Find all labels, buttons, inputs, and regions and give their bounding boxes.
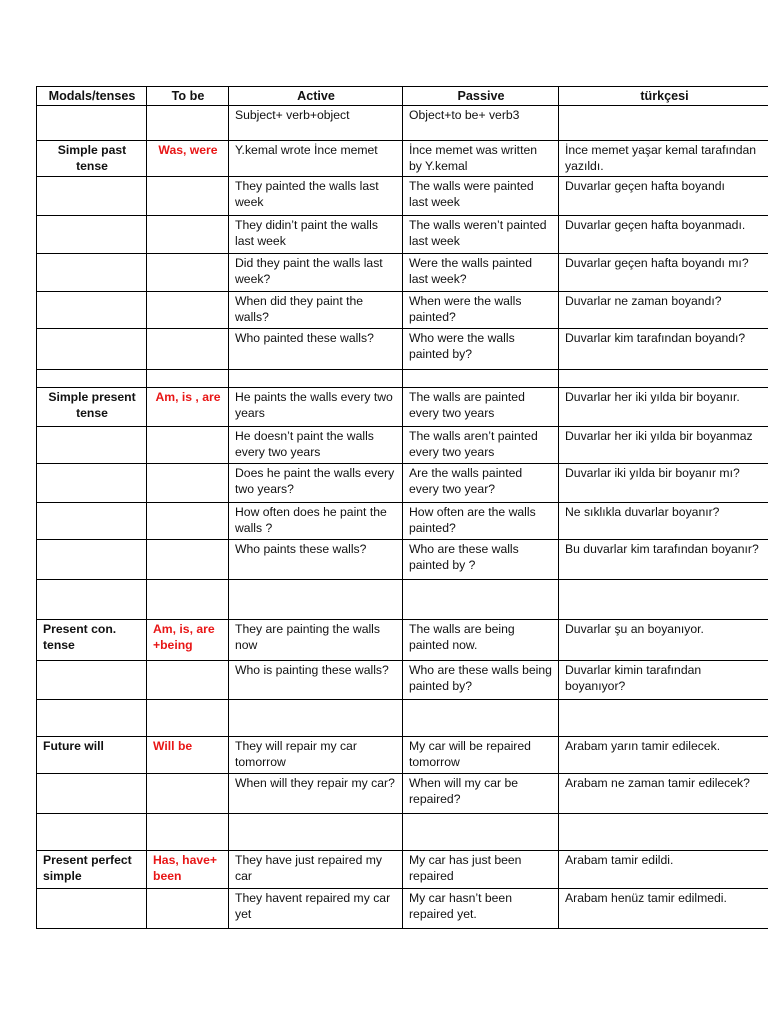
tense-cell	[37, 106, 147, 141]
to-be-cell: Will be	[147, 737, 229, 774]
to-be-cell	[147, 774, 229, 814]
passive-cell: The walls were painted last week	[403, 177, 559, 216]
passive-cell: The walls aren’t painted every two years	[403, 427, 559, 464]
tense-cell: Simple present tense	[37, 388, 147, 427]
header-modals-tenses: Modals/tenses	[37, 87, 147, 106]
passive-cell: Were the walls painted last week?	[403, 254, 559, 292]
to-be-cell	[147, 464, 229, 503]
tense-cell	[37, 580, 147, 620]
passive-cell: Who are these walls being painted by?	[403, 661, 559, 700]
to-be-cell: Has, have+ been	[147, 851, 229, 889]
tense-cell: Future will	[37, 737, 147, 774]
tense-cell	[37, 774, 147, 814]
passive-cell: How often are the walls painted?	[403, 503, 559, 540]
table-row	[37, 700, 768, 737]
table-row	[37, 620, 768, 661]
table-row	[37, 737, 768, 774]
passive-cell: My car will be repaired tomorrow	[403, 737, 559, 774]
table-row	[37, 427, 768, 464]
tense-cell: Simple past tense	[37, 141, 147, 177]
passive-cell: Who were the walls painted by?	[403, 329, 559, 370]
table-row	[37, 292, 768, 329]
active-cell: He paints the walls every two years	[229, 388, 403, 427]
passive-cell: My car hasn’t been repaired yet.	[403, 889, 559, 929]
active-cell: Who painted these walls?	[229, 329, 403, 370]
active-cell: They have just repaired my car	[229, 851, 403, 889]
to-be-cell	[147, 580, 229, 620]
passive-cell: The walls are being painted now.	[403, 620, 559, 661]
table-row	[37, 254, 768, 292]
passive-cell: When will my car be repaired?	[403, 774, 559, 814]
header-active: Active	[229, 87, 403, 106]
active-cell	[229, 700, 403, 737]
table-row	[37, 388, 768, 427]
turkish-cell: İnce memet yaşar kemal tarafından yazıldı.	[559, 141, 768, 177]
tense-cell	[37, 177, 147, 216]
passive-cell: Who are these walls painted by ?	[403, 540, 559, 580]
active-cell: Subject+ verb+object	[229, 106, 403, 141]
to-be-cell	[147, 814, 229, 851]
passive-cell	[403, 370, 559, 388]
to-be-cell	[147, 216, 229, 254]
turkish-cell: Duvarlar geçen hafta boyanmadı.	[559, 216, 768, 254]
tense-cell: Present perfect simple	[37, 851, 147, 889]
tense-cell	[37, 464, 147, 503]
passive-cell: The walls weren’t painted last week	[403, 216, 559, 254]
active-cell	[229, 814, 403, 851]
tense-cell: Present con. tense	[37, 620, 147, 661]
turkish-cell: Arabam henüz tamir edilmedi.	[559, 889, 768, 929]
tense-cell	[37, 540, 147, 580]
turkish-cell: Duvarlar iki yılda bir boyanır mı?	[559, 464, 768, 503]
table-row	[37, 774, 768, 814]
to-be-cell	[147, 329, 229, 370]
grammar-table	[36, 86, 768, 929]
header-row	[37, 87, 768, 106]
to-be-cell: Am, is, are +being	[147, 620, 229, 661]
passive-cell: When were the walls painted?	[403, 292, 559, 329]
active-cell	[229, 580, 403, 620]
header-to-be: To be	[147, 87, 229, 106]
turkish-cell: Arabam yarın tamir edilecek.	[559, 737, 768, 774]
turkish-cell: Ne sıklıkla duvarlar boyanır?	[559, 503, 768, 540]
table-row	[37, 464, 768, 503]
tense-cell	[37, 700, 147, 737]
passive-cell: Are the walls painted every two year?	[403, 464, 559, 503]
to-be-cell	[147, 106, 229, 141]
header-passive: Passive	[403, 87, 559, 106]
tense-cell	[37, 503, 147, 540]
table-row	[37, 216, 768, 254]
turkish-cell: Duvarlar her iki yılda bir boyanır.	[559, 388, 768, 427]
to-be-cell	[147, 292, 229, 329]
passive-cell	[403, 700, 559, 737]
turkish-cell	[559, 700, 768, 737]
to-be-cell	[147, 889, 229, 929]
active-cell: Who paints these walls?	[229, 540, 403, 580]
table-row	[37, 141, 768, 177]
header-turkish: türkçesi	[559, 87, 768, 106]
to-be-cell: Am, is , are	[147, 388, 229, 427]
tense-cell	[37, 814, 147, 851]
turkish-cell: Arabam tamir edildi.	[559, 851, 768, 889]
active-cell: They painted the walls last week	[229, 177, 403, 216]
tense-cell	[37, 370, 147, 388]
to-be-cell	[147, 540, 229, 580]
tense-cell	[37, 427, 147, 464]
turkish-cell: Duvarlar geçen hafta boyandı	[559, 177, 768, 216]
table-row	[37, 851, 768, 889]
active-cell: When will they repair my car?	[229, 774, 403, 814]
to-be-cell	[147, 503, 229, 540]
turkish-cell: Duvarlar ne zaman boyandı?	[559, 292, 768, 329]
turkish-cell: Duvarlar her iki yılda bir boyanmaz	[559, 427, 768, 464]
active-cell: They didin’t paint the walls last week	[229, 216, 403, 254]
passive-cell: Object+to be+ verb3	[403, 106, 559, 141]
table-row	[37, 580, 768, 620]
tense-cell	[37, 661, 147, 700]
tense-cell	[37, 889, 147, 929]
table-row	[37, 177, 768, 216]
table-row	[37, 370, 768, 388]
turkish-cell: Bu duvarlar kim tarafından boyanır?	[559, 540, 768, 580]
active-cell: Y.kemal wrote İnce memet	[229, 141, 403, 177]
passive-cell: My car has just been repaired	[403, 851, 559, 889]
turkish-cell	[559, 814, 768, 851]
turkish-cell: Arabam ne zaman tamir edilecek?	[559, 774, 768, 814]
active-cell	[229, 370, 403, 388]
tense-cell	[37, 254, 147, 292]
to-be-cell	[147, 370, 229, 388]
turkish-cell	[559, 106, 768, 141]
table-row	[37, 540, 768, 580]
active-cell: They havent repaired my car yet	[229, 889, 403, 929]
active-cell: Who is painting these walls?	[229, 661, 403, 700]
passive-cell	[403, 814, 559, 851]
to-be-cell	[147, 427, 229, 464]
active-cell: They will repair my car tomorrow	[229, 737, 403, 774]
turkish-cell	[559, 370, 768, 388]
table-row	[37, 814, 768, 851]
active-cell: Did they paint the walls last week?	[229, 254, 403, 292]
active-cell: Does he paint the walls every two years?	[229, 464, 403, 503]
turkish-cell: Duvarlar kim tarafından boyandı?	[559, 329, 768, 370]
to-be-cell	[147, 661, 229, 700]
active-cell: They are painting the walls now	[229, 620, 403, 661]
passive-cell: The walls are painted every two years	[403, 388, 559, 427]
table-row	[37, 106, 768, 141]
tense-cell	[37, 216, 147, 254]
turkish-cell: Duvarlar kimin tarafından boyanıyor?	[559, 661, 768, 700]
to-be-cell	[147, 254, 229, 292]
active-cell: He doesn’t paint the walls every two years	[229, 427, 403, 464]
to-be-cell	[147, 177, 229, 216]
to-be-cell	[147, 700, 229, 737]
active-cell: How often does he paint the walls ?	[229, 503, 403, 540]
table-row	[37, 889, 768, 929]
passive-cell: İnce memet was written by Y.kemal	[403, 141, 559, 177]
to-be-cell: Was, were	[147, 141, 229, 177]
turkish-cell: Duvarlar şu an boyanıyor.	[559, 620, 768, 661]
active-cell: When did they paint the walls?	[229, 292, 403, 329]
table-row	[37, 661, 768, 700]
turkish-cell	[559, 580, 768, 620]
table-row	[37, 329, 768, 370]
tense-cell	[37, 329, 147, 370]
passive-cell	[403, 580, 559, 620]
table-row	[37, 503, 768, 540]
turkish-cell: Duvarlar geçen hafta boyandı mı?	[559, 254, 768, 292]
tense-cell	[37, 292, 147, 329]
